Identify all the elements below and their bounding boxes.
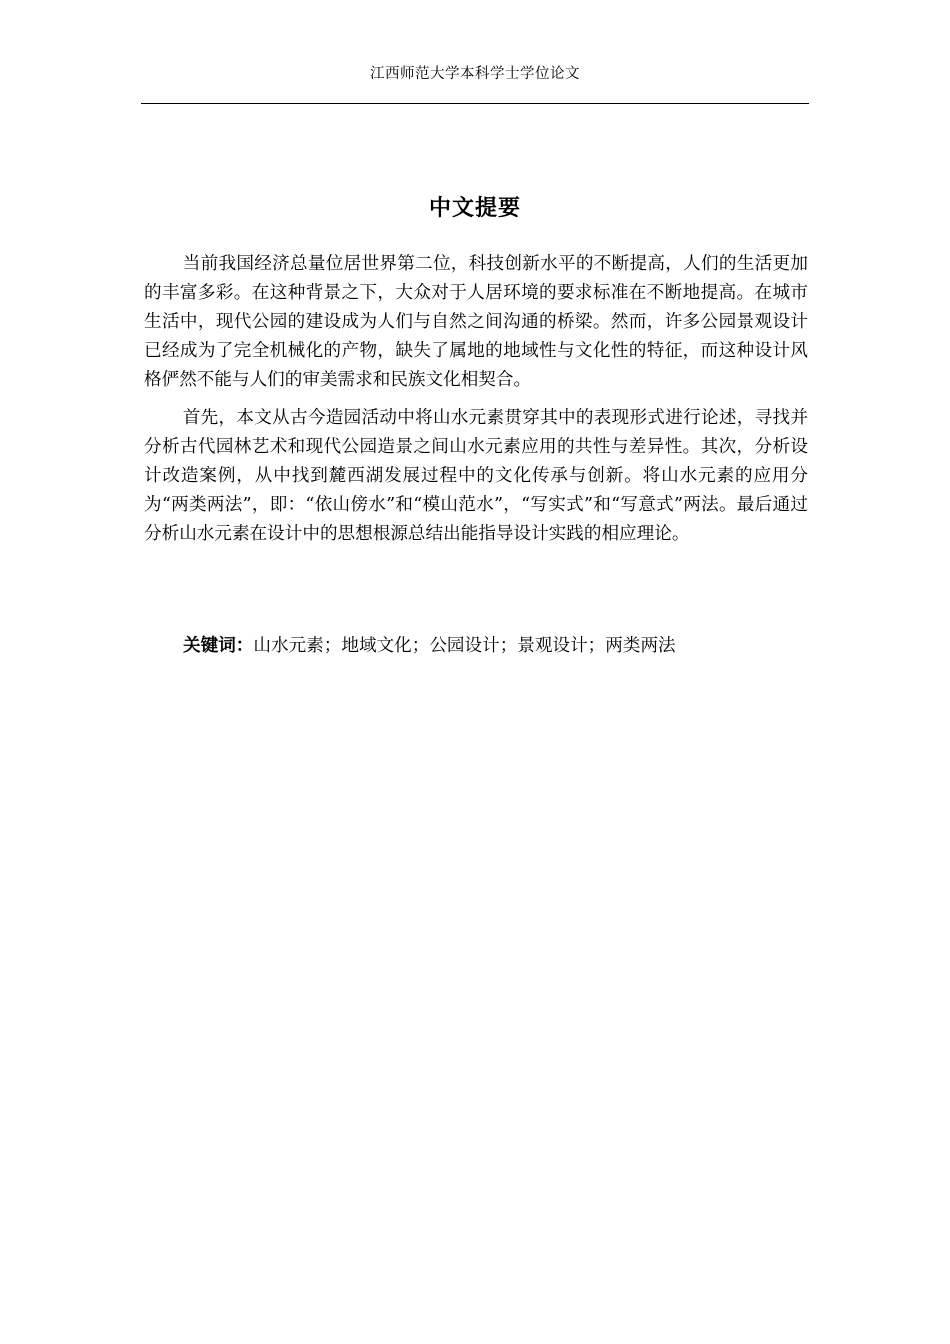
header-divider [141,103,809,104]
abstract-paragraph-1: 当前我国经济总量位居世界第二位，科技创新水平的不断提高，人们的生活更加的丰富多彩。在这种背景之下，大众对于人居环境的要求标准在不断地提高。在城市生活中，现代公园的建设成为人们与自然之间沟通的桥梁。然而，许多公园景观设计已经成为了完全机械化的产物，缺失了属地的地域性与文化性的特征，而这种设计风格俨然不能与人们的审美需求和民族文化相契合。 [144,254,808,390]
keywords-label: 关键词： [183,636,254,656]
keywords-line [183,632,803,660]
keywords-text: 山水元素；地域文化；公园设计；景观设计；两类两法 [253,636,676,656]
abstract-body [144,250,808,558]
abstract-paragraph-2: 首先，本文从古今造园活动中将山水元素贯穿其中的表现形式进行论述，寻找并分析古代园林艺术和现代公园造景之间山水元素应用的共性与差异性。其次，分析设计改造案例，从中找到麓西湖发展过程中的文化传承与创新。将山水元素的应用分为“两类两法”，即：“依山傍水”和“模山范水”，“写实式”和“写意式”两法。最后通过分析山水元素在设计中的思想根源总结出能指导设计实践的相应理论。 [144,408,808,544]
abstract-title: 中文提要 [428,196,521,221]
running-header: 江西师范大学本科学士学位论文 [370,66,580,82]
